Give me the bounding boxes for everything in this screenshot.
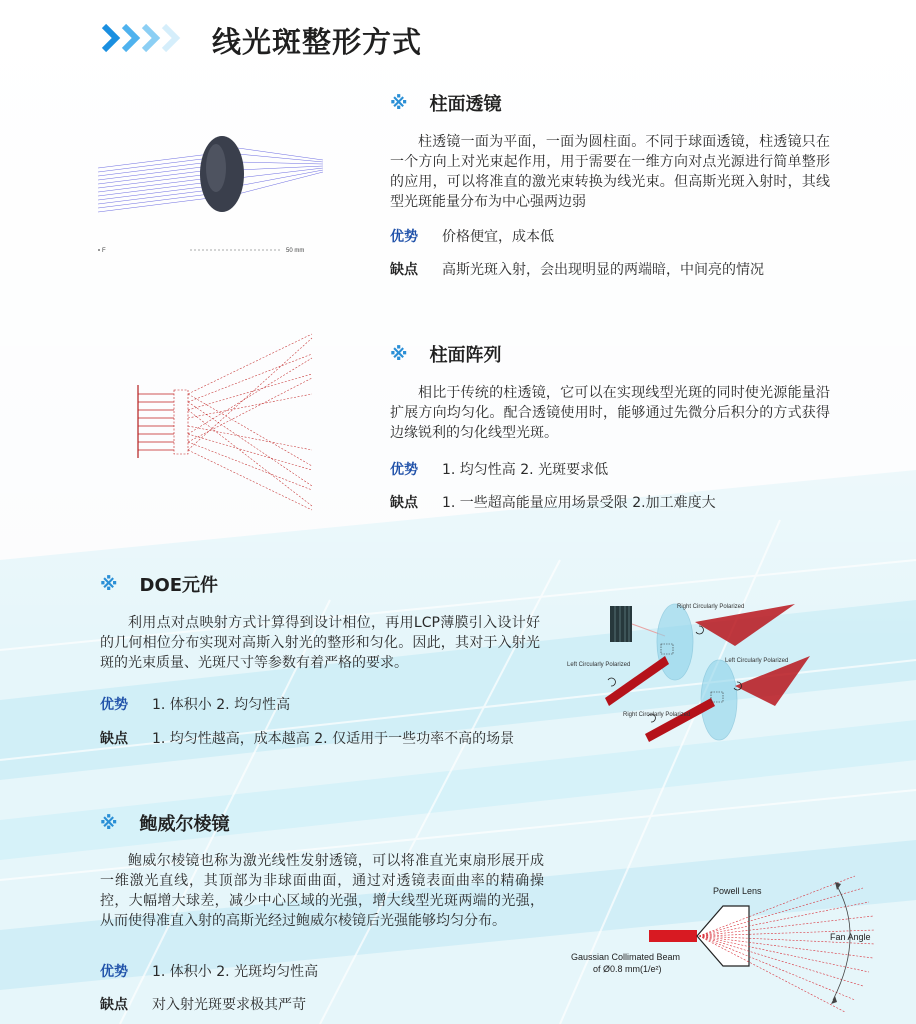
cylinder-array-figure (132, 330, 322, 520)
powell-lens-figure (565, 872, 895, 1018)
section-title: 柱面阵列 (429, 345, 502, 366)
cons-label: 缺点 (100, 997, 128, 1013)
cons-label: 缺点 (390, 262, 418, 278)
section-heading-cylinder-array (390, 341, 502, 367)
pros-row (100, 962, 318, 982)
lcp-left-label: Left Circularly Polarized (567, 662, 631, 668)
section-body: 柱透镜一面为平面，一面为圆柱面。不同于球面透镜，柱透镜只在一个方向上对光束起作用，用于需要在一维方向对点光源进行简单整形的应用，可以将准直的激光束转换为线光束。但高斯光斑入射时，其线型光斑能量分布为中心强两边弱 (390, 134, 830, 210)
pros-label: 优势 (390, 229, 418, 245)
pros-label: 优势 (390, 462, 418, 478)
cons-text: 高斯光斑入射，会出现明显的两端暗，中间亮的情况 (442, 262, 764, 278)
section-marker: ※ (100, 812, 118, 834)
pros-label: 优势 (100, 964, 128, 980)
pros-row (100, 695, 290, 715)
section-body: 相比于传统的柱透镜，它可以在实现线型光斑的同时使光源能量沿扩展方向均匀化。配合透镜使用时，能够通过先微分后积分的方式获得边缘锐利的匀化线型光斑。 (390, 385, 830, 441)
beam-diameter-label: of Ø0.8 mm(1/e²) (593, 964, 662, 974)
cons-text: 对入射光斑要求极其严苛 (152, 997, 306, 1013)
pros-row (390, 227, 554, 247)
cons-row (100, 995, 306, 1015)
pros-label: 优势 (100, 697, 128, 713)
powell-lens-label: Powell Lens (713, 886, 762, 896)
section-heading-doe (100, 571, 218, 597)
rcp-top-label: Right Circularly Polarized (677, 604, 745, 610)
scale-label: 50 mm (286, 248, 305, 254)
axis-label: F (102, 248, 106, 254)
section-marker: ※ (390, 92, 408, 114)
cons-text: 1. 均匀性越高，成本越高 2. 仅适用于一些功率不高的场景 (152, 731, 515, 747)
cons-label: 缺点 (100, 731, 128, 747)
section-title: 柱面透镜 (429, 94, 502, 115)
lcp-right-label: Left Circularly Polarized (725, 658, 789, 664)
powell-lens-shape (697, 906, 749, 966)
section-marker: ※ (390, 343, 408, 365)
cons-text: 1. 一些超高能量应用场景受限 2.加工难度大 (442, 495, 716, 511)
section-body: 鲍威尔棱镜也称为激光线性发射透镜，可以将准直光束扇形展开成一维激光直线，其顶部为非球面曲面，通过对透镜表面曲率的精确操控，大幅增大球差，减少中心区域的光强，增大线型光斑两端的光强，从而使得准直入射的高斯光经过鲍威尔棱镜后光强能够均匀分布。 (100, 853, 544, 929)
pros-row (390, 460, 608, 480)
section-title: DOE元件 (139, 575, 219, 596)
rcp-bottom-label: Right Circularly Polarized (623, 712, 691, 718)
pros-text: 1. 体积小 2. 光斑均匀性高 (152, 964, 319, 980)
cons-row (390, 493, 716, 513)
cons-row (100, 729, 514, 749)
section-heading-cylindrical-lens (390, 90, 502, 116)
chevron-arrows-icon (100, 20, 190, 56)
page-title: 线光斑整形方式 (212, 25, 423, 59)
doe-figure (565, 594, 815, 754)
fan-angle-label: Fan Angle (830, 932, 871, 942)
pros-text: 1. 体积小 2. 均匀性高 (152, 697, 291, 713)
cons-label: 缺点 (390, 495, 418, 511)
cylindrical-lens-figure (98, 128, 338, 264)
pros-text: 价格便宜，成本低 (442, 229, 554, 245)
cons-row (390, 260, 764, 280)
section-marker: ※ (100, 573, 118, 595)
pros-text: 1. 均匀性高 2. 光斑要求低 (442, 462, 609, 478)
section-body: 利用点对点映射方式计算得到设计相位，再用LCP薄膜引入设计好的几何相位分布实现对高斯入射光的整形和匀化。因此，其对于入射光斑的光束质量、光斑尺寸等参数有着严格的要求。 (100, 615, 540, 671)
section-heading-powell-lens (100, 810, 230, 836)
beam-label: Gaussian Collimated Beam (571, 952, 681, 962)
section-title: 鲍威尔棱镜 (139, 814, 230, 835)
